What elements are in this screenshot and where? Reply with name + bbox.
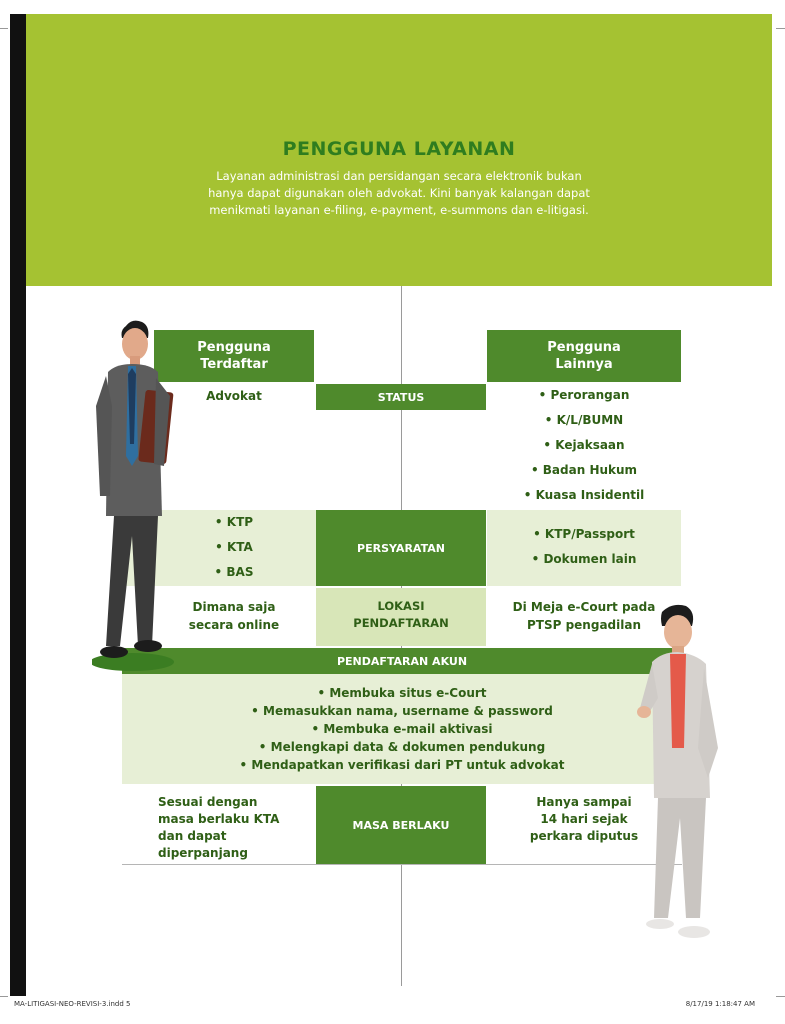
column-header-line: Pengguna bbox=[197, 340, 271, 355]
list-item: • Mendapatkan verifikasi dari PT untuk advokat bbox=[239, 758, 565, 772]
masa-right-line: perkara diputus bbox=[529, 829, 639, 843]
footer-timestamp: 8/17/19 1:18:47 AM bbox=[685, 1000, 755, 1008]
crop-mark bbox=[0, 996, 8, 997]
intro-line: Layanan administrasi dan persidangan secara elektronik bukan bbox=[216, 169, 582, 183]
intro-line: menikmati layanan e-filing, e-payment, e-summons dan e-litigasi. bbox=[209, 203, 589, 217]
status-label: STATUS bbox=[316, 384, 486, 410]
lokasi-label bbox=[316, 598, 486, 632]
list-item: • KTP bbox=[214, 515, 254, 529]
status-right-list bbox=[487, 383, 681, 508]
list-item: • Memasukkan nama, username & password bbox=[251, 704, 553, 718]
lokasi-left-line: secara online bbox=[188, 618, 280, 632]
intro-text bbox=[26, 168, 772, 219]
pendaftaran-akun-list bbox=[122, 684, 682, 774]
lokasi-right-line: PTSP pengadilan bbox=[526, 618, 641, 632]
footer-filename: MA-LITIGASI-NEO-REVISI-3.indd 5 bbox=[14, 1000, 131, 1008]
list-item: • KTP/Passport bbox=[533, 527, 635, 541]
businessman-illustration bbox=[92, 316, 184, 676]
masa-left-line: masa berlaku KTA bbox=[158, 812, 280, 826]
column-header-line: Lainnya bbox=[555, 357, 613, 372]
masa-left-line: dan dapat bbox=[158, 829, 227, 843]
lokasi-label-line: PENDAFTARAN bbox=[353, 616, 449, 630]
bottom-divider bbox=[122, 864, 682, 865]
intro-line: hanya dapat digunakan oleh advokat. Kini banyak kalangan dapat bbox=[208, 186, 590, 200]
list-item: • Melengkapi data & dokumen pendukung bbox=[258, 740, 546, 754]
list-item: • BAS bbox=[214, 565, 254, 579]
column-header-line: Terdaftar bbox=[200, 357, 268, 372]
persyaratan-label: PERSYARATAN bbox=[316, 510, 486, 586]
list-item: • Kejaksaan bbox=[543, 438, 625, 452]
list-item: • Kuasa Insidentil bbox=[523, 488, 645, 502]
masa-right-line: 14 hari sejak bbox=[540, 812, 628, 826]
pendaftaran-akun-label: PENDAFTARAN AKUN bbox=[122, 648, 682, 674]
list-item: • Membuka e-mail aktivasi bbox=[311, 722, 493, 736]
casual-man-illustration bbox=[632, 598, 732, 950]
crop-mark bbox=[776, 28, 785, 29]
page-edge-bar bbox=[10, 14, 26, 996]
list-item: • Dokumen lain bbox=[531, 552, 637, 566]
masa-left bbox=[158, 794, 308, 862]
masa-left-line: diperpanjang bbox=[158, 846, 248, 860]
list-item: • KTA bbox=[215, 540, 253, 554]
status-left: Advokat bbox=[206, 389, 262, 403]
lokasi-label-line: LOKASI bbox=[377, 599, 425, 613]
persyaratan-right-list bbox=[487, 522, 681, 572]
masa-berlaku-label: MASA BERLAKU bbox=[316, 786, 486, 864]
lokasi-right-line: Di Meja e-Court pada bbox=[512, 600, 656, 614]
page-title: PENGGUNA LAYANAN bbox=[282, 138, 516, 160]
list-item: • Perorangan bbox=[538, 388, 630, 402]
lokasi-left-line: Dimana saja bbox=[192, 600, 276, 614]
masa-right-line: Hanya sampai bbox=[536, 795, 632, 809]
column-header-line: Pengguna bbox=[547, 340, 621, 355]
masa-left-line: Sesuai dengan bbox=[158, 795, 258, 809]
list-item: • Membuka situs e-Court bbox=[317, 686, 487, 700]
crop-mark bbox=[0, 28, 8, 29]
crop-mark bbox=[776, 996, 785, 997]
list-item: • K/L/BUMN bbox=[544, 413, 624, 427]
column-header-others bbox=[487, 330, 681, 382]
list-item: • Badan Hukum bbox=[530, 463, 638, 477]
